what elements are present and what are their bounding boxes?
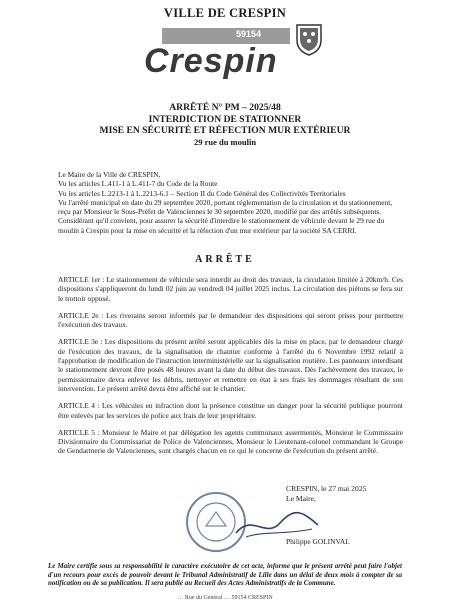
logo-code: 59154 [236, 29, 262, 39]
preamble-line: Vu les articles L.2213-1 à L.2213-6.1 – Section II du Code Général des Collectivités Territoriales [58, 188, 346, 198]
arrete-heading: ARRÊTE [195, 254, 255, 265]
preamble-line: Vu l'arrêté municipal en date du 29 septembre 2020, portant réglementation de la circulation et du stationnement, reçu par Monsieur le Sous-Préfet de Valenciennes le 30 septembre 2020, modifié par des arrêtés subséquents. [58, 197, 393, 217]
crest-icon [294, 22, 324, 56]
logo-wordmark: Crespin [144, 42, 278, 80]
signature-role: Le Maire, [286, 494, 316, 503]
preamble-line: Le Maire de la Ville de CRESPIN, [58, 170, 161, 179]
decree-purpose: MISE EN SÉCURITÉ ET RÉFECTION MUR EXTÉRIEUR [99, 125, 351, 136]
preamble-line: Considérant qu'il convient, pour assurer la sécurité d'interdire le stationnement de véhicule devant le 29 rue du moulin à Crespin pour la mise en sécurité et la réfection d'un mur extérieur par la société SA CERRI. [58, 216, 385, 235]
articles [58, 275, 403, 464]
article-3: ARTICLE 3e : Les dispositions du présent arrêté seront applicables dès la mise en place, par le demandeur chargé de l'exécution des travaux, de la signalisation de chantier conforme à l'arrêté du 6 Novembre 1992 relatif à l'approbation de modification de l'instruction interministérielle sur la signalisation routière. Les panneaux interdisant le stationnement devront être posés 48 heures avant la date du début des travaux. Dès l'achèvement des travaux, le permissionnaire devra enlever les débris, nettoyer et remettre en état à ses frais les dommages résultant de son intervention. Le présent arrêté devra être affiché sur le chantier. [58, 337, 403, 393]
town-logo [118, 22, 333, 84]
decree-address: 29 rue du moulin [193, 136, 257, 147]
signature-block [286, 484, 436, 504]
signatory-name: Philippe GOLINVAL [286, 537, 350, 546]
article-2: ARTICLE 2e : Les riverains seront informés par le demandeur des dispositions qui seront prises pour permettre l'exécution des travaux. [58, 310, 403, 330]
signature-place-date: CRESPIN, le 27 mai 2025 [286, 484, 367, 493]
footer-address: … Rue du Général … 59154 CRESPIN [177, 595, 273, 599]
footer-notice: Le Maire certifie sous sa responsabilité le caractère exécutoire de cet acte, informe que le présent arrêté peut faire l'objet d'un recours pour excès de pouvoir devant le Tribunal Administratif de Lille dans un délai de deux mois à compter de sa notification ou de sa publication. Il sera publié au Recueil des Actes Administratifs de la Commune. [48, 562, 402, 588]
town-name: VILLE DE CRESPIN [163, 6, 287, 20]
preamble-line: Vu les articles L.411-1 à L.411-7 du Code de la Route [58, 179, 218, 189]
article-4: ARTICLE 4 : Les véhicules en infraction dont la présence constitue un danger pour la sécurité publique pourront être enlevés par les services de police aux frais de leur propriétaire. [58, 401, 403, 420]
article-1: ARTICLE 1er : Le stationnement de véhicule sera interdit au droit des travaux, la circulation limitée à 20km/h. Ces dispositions s'appliqueront du lundi 02 juin au vendredi 04 juillet 2025 inclus. La circulation des piétons se fera sur le trottoir opposé. [58, 275, 403, 303]
preamble [58, 170, 403, 235]
article-5: ARTICLE 5 : Monsieur le Maire et par délégation les agents communaux assermentés, Monsieur le Commissaire Divisionnaire du Commissariat de Police de Valenciennes, Monsieur le Lieutenant-colonel commandant le Groupe de Gendarmerie de Valenciennes, sont chargés chacun en ce qui le concerne de l'exécution du présent arrêté. [58, 427, 403, 456]
decree-subject: INTERDICTION DE STATIONNER [148, 113, 302, 125]
decree-number: ARRÊTÉ N° PM – 2025/48 [169, 102, 281, 113]
decree-title [0, 102, 450, 148]
